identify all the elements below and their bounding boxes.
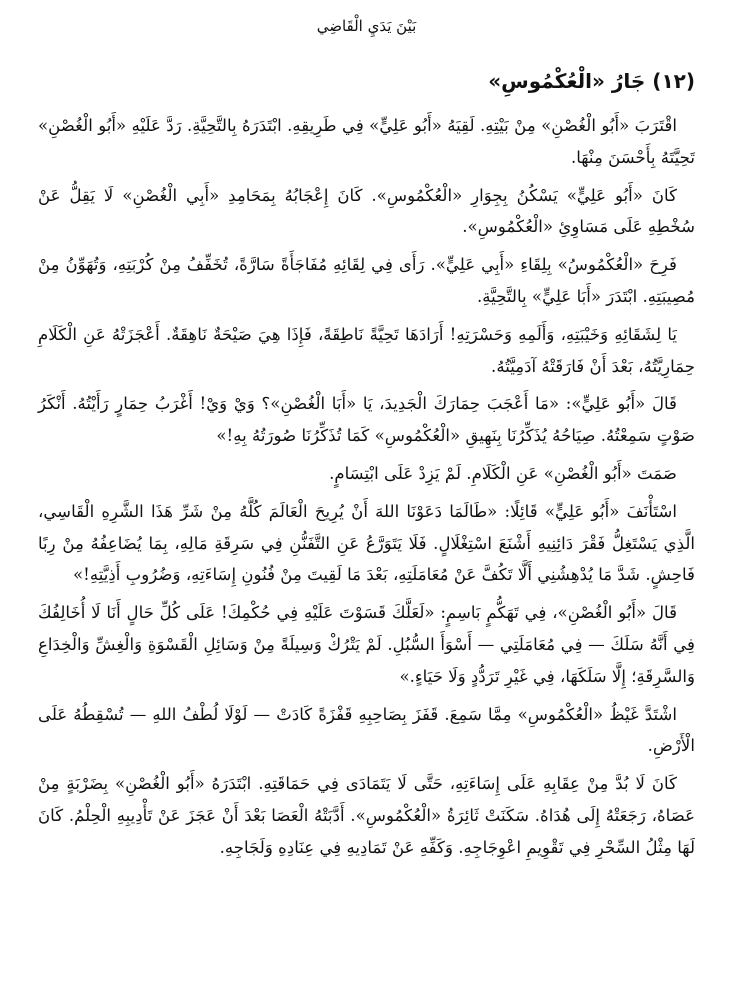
paragraph: فَرِحَ «الْعُكْمُوسُ» بِلِقَاءِ «أَبِي عَلِيٍّ». رَأَى فِي لِقَائِهِ مُفَاجَأَةً سَارَّةً، تُخَفِّفُ مِنْ كُرْبَتِهِ، وَتُهَوِّنُ مِنْ مُصِيبَتِهِ. ابْتَدَرَ «أَبَا عَلِيٍّ» بِالتَّحِيَّةِ. bbox=[38, 255, 695, 306]
paragraph: كَانَ لَا بُدَّ مِنْ عِقَابِهِ عَلَى إِسَاءَتِهِ، حَتَّى لَا يَتَمَادَى فِي حَمَاقَتِهِ. ابْتَدَرَهُ «أَبُو الْغُصْنِ» بِضَرْبَةٍ مِنْ عَصَاهُ، رَجَعَتْهُ إِلَى هُدَاهُ. سَكَنَتْ ثَائِرَةُ «الْعُكْمُوسِ». أَدَّبَتْهُ الْعَصَا بَعْدَ أَنْ عَجَزَ عَنْ تَأْدِيبِهِ الْحِلْمُ. كَانَ لَهَا مِثْلُ السِّحْرِ فِي تَقْوِيمِ اعْوِجَاجِهِ. وَكَفِّهِ عَنْ تَمَادِيهِ فِي عِنَادِهِ وَلَجَاجِهِ. bbox=[38, 774, 695, 857]
paragraph: صَمَتَ «أَبُو الْغُصْنِ» عَنِ الْكَلَامِ. لَمْ يَزِدْ عَلَى ابْتِسَامٍ. bbox=[329, 463, 677, 483]
paragraph: اسْتَأْنَفَ «أَبُو عَلِيٍّ» قَائِلًا: «طَالَمَا دَعَوْنَا اللهَ أَنْ يُرِيحَ الْعَالَمَ كُلَّهُ مِنْ شَرِّ هَذَا الشَّرِهِ الْقَاسِي، الَّذِي يَسْتَغِلُّ فَقْرَ دَائِنِيهِ أَشْنَعَ اسْتِغْلَالٍ. فَلَا يَتَوَرَّعُ عَنِ التَّفَنُّنِ فِي سَرِقَةِ مَالِهِ، بِمَا يُضَاعِفُهُ مِنْ رِبًا فَاحِشٍ. شَدَّ مَا يُدْهِشُنِي أَلَّا تَكُفَّ عَنْ مُعَامَلَتِهِ، بَعْدَ مَا لَقِيتَ مِنْ فُنُونِ إِسَاءَتِهِ، وَضُرُوبِ أَذِيَّتِهِ!» bbox=[38, 501, 695, 585]
paragraph: كَانَ «أَبُو عَلِيٍّ» يَسْكُنُ بِجِوَارِ «الْعُكْمُوسِ». كَانَ إِعْجَابُهُ بِمَحَامِدِ «أَبِي الْغُصْنِ» لَا يَقِلُّ عَنْ سُخْطِهِ عَلَى مَسَاوِئِ «الْعُكْمُوسِ». bbox=[38, 185, 695, 237]
paragraph: قَالَ «أَبُو عَلِيٍّ»: «مَا أَعْجَبَ حِمَارَكَ الْجَدِيدَ، يَا «أَبَا الْغُصْنِ»؟ وَيْ وَيْ! أَغْرَبُ حِمَارٍ رَأَيْتُهُ. أَنْكَرُ صَوْتٍ سَمِعْتُهُ. صِيَاحُهُ يُذَكِّرُنَا بِنَهِيقِ «الْعُكْمُوسِ» كَمَا تُذَكِّرُنَا صُورَتُهُ بِهِ!» bbox=[38, 394, 695, 446]
paragraph: اشْتَدَّ غَيْظُ «الْعُكْمُوسِ» مِمَّا سَمِعَ. قَفَزَ بِصَاحِبِهِ قَفْزَةً كَادَتْ — لَوْلَا لُطْفُ اللهِ — تُسْقِطُهُ عَلَى الْأَرْضِ. bbox=[38, 704, 695, 756]
paragraph: قَالَ «أَبُو الْغُصْنِ»، فِي تَهَكُّمٍ بَاسِمٍ: «لَعَلَّكَ قَسَوْتَ عَلَيْهِ فِي حُكْمِكَ! عَلَى كُلِّ حَالٍ أَنَا لَا أُخَالِفُكَ فِي أَنَّهُ سَلَكَ — فِي مُعَامَلَتِي — أَسْوَأَ السُّبُلِ. لَمْ يَتْرُكْ وَسِيلَةً مِنْ وَسَائِلِ الْقَسْوَةِ وَالْغِشِّ وَالْخِدَاعِ وَالسَّرِقَةِ؛ إِلَّا سَلَكَهَا، فِي غَيْرِ تَرَدُّدٍ وَلَا حَيَاءٍ.» bbox=[38, 603, 695, 686]
paragraph: اقْتَرَبَ «أَبُو الْغُصْنِ» مِنْ بَيْتِهِ. لَقِيَهُ «أَبُو عَلِيٍّ» فِي طَرِيقِهِ. ابْتَدَرَهُ بِالتَّحِيَّةِ. رَدَّ عَلَيْهِ «أَبُو الْغُصْنِ» تَحِيَّتَهُ بِأَحْسَنَ مِنْهَا. bbox=[38, 116, 695, 167]
running-header: بَيْنَ يَدَيِ الْقَاضِي bbox=[316, 17, 417, 35]
body-text bbox=[38, 110, 695, 864]
chapter-title: (١٢) جَارُ «الْعُكْمُوسِ» bbox=[488, 69, 695, 93]
paragraph: يَا لِشَقَائِهِ وَخَيْبَتِهِ، وَأَلَمِهِ وَحَسْرَتِهِ! أَرَادَهَا تَحِيَّةً نَاطِقَةً، فَإِذَا هِيَ صَيْحَةٌ نَاهِقَةٌ. أَعْجَزَتْهُ عَنِ الْكَلَامِ حِمَارِيَّتُهُ، بَعْدَ أَنْ فَارَقَتْهُ آدَمِيَّتُهُ. bbox=[38, 324, 695, 376]
